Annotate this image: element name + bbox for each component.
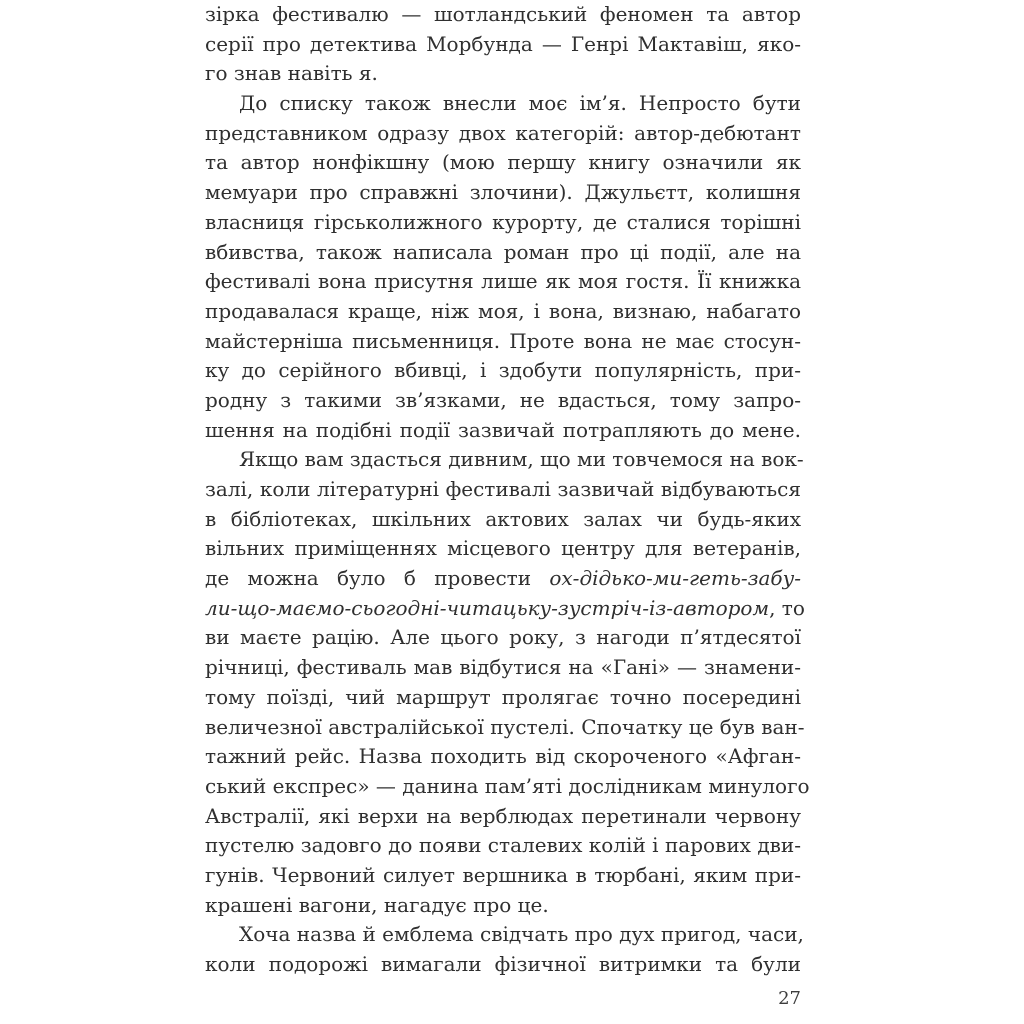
text-segment: річниці, фестиваль мав відбутися на «Гані» — знамени- <box>205 655 801 680</box>
text-line <box>205 653 801 683</box>
text-line <box>205 534 801 564</box>
text-line <box>205 297 801 327</box>
text-segment: ку до серійного вбивці, і здобути популярність, при- <box>205 358 801 383</box>
text-line <box>205 475 801 505</box>
text-line <box>205 505 801 535</box>
text-segment: фестивалі вона присутня лише як моя гостя. Її книжка <box>205 269 801 294</box>
text-line <box>205 178 801 208</box>
text-segment: вбивства, також написала роман про ці події, але на <box>205 239 801 264</box>
text-segment: серії про детектива Морбунда — Генрі Мактавіш, яко- <box>205 31 801 56</box>
italic-text-segment: ох-дідько-ми-геть-забу- <box>549 566 801 591</box>
text-line <box>205 920 804 950</box>
text-segment: зірка фестивалю — шотландський феномен та автор <box>205 2 801 26</box>
text-segment: залі, коли літературні фестивалі зазвичай відбуваються <box>205 477 801 501</box>
text-segment: Якщо вам здасться дивним, що ми товчемося на вок- <box>239 447 804 472</box>
text-line <box>205 564 801 594</box>
text-line <box>205 594 805 624</box>
text-line <box>205 742 801 772</box>
text-segment: власниця гірськолижного курорту, де сталися торішні <box>205 209 801 234</box>
text-segment: майстерніша письменниця. Проте вона не має стосун- <box>205 328 801 353</box>
text-line <box>205 950 801 980</box>
text-segment: го знав навіть я. <box>205 61 378 86</box>
text-line <box>205 683 801 713</box>
text-segment: Хоча назва й емблема свідчать про дух пригод, часи, <box>239 922 804 947</box>
text-segment: Австралії, які верхи на верблюдах перетинали червону <box>205 803 801 828</box>
text-line <box>205 891 801 921</box>
text-line <box>205 861 801 891</box>
text-segment: До списку також внесли моє ім’я. Непросто бути <box>239 91 801 116</box>
text-line <box>205 238 801 268</box>
text-line <box>205 772 810 802</box>
text-line <box>205 713 805 743</box>
text-segment: де можна було б провести <box>205 566 550 591</box>
text-segment: ський експрес» — данина пам’яті дослідникам минулого <box>205 773 810 798</box>
text-segment: мемуари про справжні злочини). Джульєтт, колишня <box>205 180 801 205</box>
text-segment: вільних приміщеннях місцевого центру для ветеранів, <box>205 536 801 561</box>
text-segment: продавалася краще, ніж моя, і вона, визнаю, набагато <box>205 298 801 323</box>
text-segment: пустелю задовго до появи сталевих колій і парових дви- <box>205 833 801 858</box>
text-line <box>205 416 801 446</box>
text-line <box>205 623 801 653</box>
text-segment: родну з такими зв’язками, не вдасться, тому запро- <box>205 387 801 412</box>
text-segment: тому поїзді, чий маршрут пролягає точно посередині <box>205 684 801 709</box>
text-line <box>205 831 801 861</box>
text-line <box>205 148 801 178</box>
text-segment: тажний рейс. Назва походить від скороченого «Афган- <box>205 744 801 769</box>
text-line <box>205 0 801 30</box>
page-number: 27 <box>778 988 801 1009</box>
text-segment: та автор нонфікшну (мою першу книгу означили як <box>205 150 801 175</box>
text-line <box>205 59 801 89</box>
text-segment: коли подорожі вимагали фізичної витримки та були <box>205 952 801 976</box>
text-line <box>205 386 801 416</box>
text-segment: представником одразу двох категорій: автор-дебютант <box>205 120 801 145</box>
text-segment: в бібліотеках, шкільних актових залах чи будь-яких <box>205 506 801 531</box>
italic-text-segment: ли-що-маємо-сьогодні-читацьку-зустріч-із-автором <box>205 595 770 620</box>
text-line <box>205 356 801 386</box>
text-line <box>205 119 801 149</box>
text-segment: шення на подібні події зазвичай потрапляють до мене. <box>205 417 801 442</box>
text-segment: величезної австралійської пустелі. Спочатку це був ван- <box>205 714 805 739</box>
text-segment: крашені вагони, нагадує про це. <box>205 892 549 917</box>
text-segment: ви маєте рацію. Але цього року, з нагоди п’ятдесятої <box>205 625 801 650</box>
text-line <box>205 89 801 119</box>
text-block <box>205 0 810 980</box>
text-line <box>205 30 801 60</box>
text-line <box>205 208 801 238</box>
text-segment: , то <box>769 595 805 620</box>
text-line <box>205 445 804 475</box>
text-line <box>205 327 801 357</box>
text-segment: гунів. Червоний силует вершника в тюрбані, яким при- <box>205 862 801 887</box>
text-line <box>205 267 801 297</box>
text-line <box>205 802 801 832</box>
